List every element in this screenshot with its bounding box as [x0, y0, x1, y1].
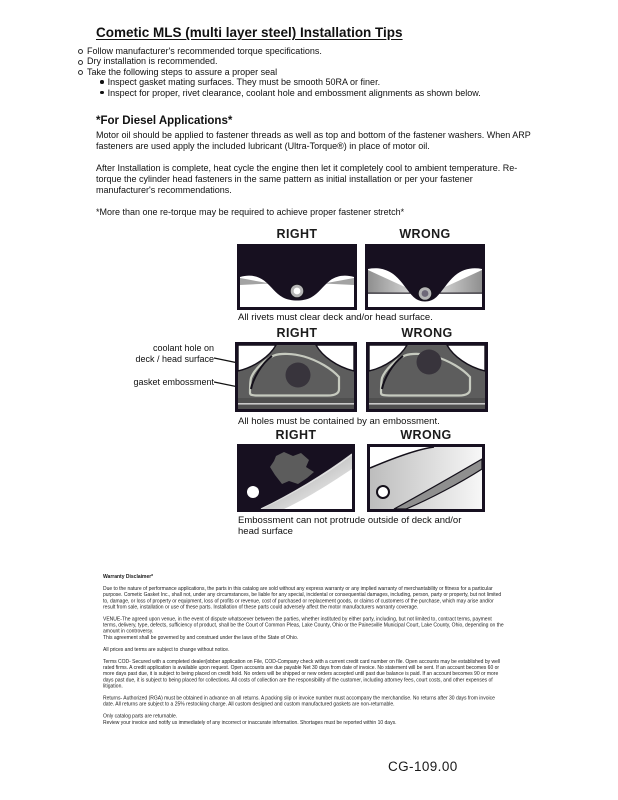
embossment-protrusion-right-art [240, 447, 352, 509]
row2-caption: All holes must be contained by an embossment. [238, 416, 440, 427]
installation-tips-list [78, 46, 538, 98]
open-bullet-icon [78, 70, 83, 75]
returnable-line1: Only catalog parts are returnable. [103, 713, 178, 720]
rivet-clearance-wrong-art [368, 247, 482, 307]
filled-bullet-icon [100, 91, 104, 95]
governing-law-line: This agreement shall be governed by and construed under the laws of the State of Ohio. [103, 634, 299, 641]
bolt-hole [377, 486, 389, 498]
row3-right-label: RIGHT [275, 428, 317, 442]
bullet-item [78, 46, 538, 56]
rivet-clearance-wrong-diagram [365, 244, 485, 310]
rivet-center [294, 288, 301, 295]
row2-wrong-label: WRONG [401, 326, 453, 340]
warranty-disclaimer-heading: Warranty Disclaimer* [103, 574, 154, 580]
embossment-protrusion-wrong-art [370, 447, 482, 509]
diesel-paragraph-1: Motor oil should be applied to fastener threads as well as top and bottom of the fastener washers. When ARP fasteners are used apply the included lubricant (Ultra-Torque®) in place of motor oil. [96, 130, 531, 151]
rivet-center [422, 290, 429, 297]
sub-bullet-item [100, 88, 538, 98]
prices-line: All prices and terms are subject to change without notice. [103, 646, 230, 653]
sub-bullet-text: Inspect for proper, rivet clearance, coolant hole and embossment alignments as shown below. [107, 87, 481, 98]
embossment-protrusion-right-diagram [237, 444, 355, 512]
embossment-containment-wrong-art [369, 345, 485, 409]
bullet-text: Follow manufacturer's recommended torque specifications. [87, 46, 322, 56]
returnable-line2: Review your invoice and notify us immediately of any incorrect or inaccurate information. Shortages must be reported within 10 days. [103, 719, 397, 726]
warranty-footer-text [103, 574, 505, 726]
row1-right-label: RIGHT [276, 227, 318, 241]
open-bullet-icon [78, 60, 83, 65]
warranty-footer [103, 574, 505, 752]
bullet-item [78, 67, 538, 77]
coolant-hole [417, 350, 442, 375]
sub-bullet-item [100, 77, 538, 87]
coolant-hole-callout-line2: deck / head surface [135, 353, 214, 364]
row1-wrong-label: WRONG [399, 227, 451, 241]
returns-paragraph: Returns- Authorized (RGA) must be obtained in advance on all returns. A packing slip or invoice number must accompany the merchandise. No returns after 30 days from invoice date. All returns are subject to a 25% restocking charge. All custom designed and custom manufactured gaskets are non-returnable. [103, 695, 495, 708]
page-number: CG-109.00 [388, 759, 458, 774]
filled-bullet-icon [100, 80, 104, 84]
coolant-hole [286, 363, 311, 388]
diesel-paragraph-2: After Installation is complete, heat cycle the engine then let it completely cool to ambient temperature. Re-torque the cylinder head fasteners in the same pattern as initial installation or per your fastener manufacturer's recommendations. [96, 163, 518, 195]
embossment-containment-right-art [238, 345, 354, 409]
row3-wrong-label: WRONG [400, 428, 452, 442]
embossment-protrusion-wrong-diagram [367, 444, 485, 512]
bolt-hole [247, 486, 259, 498]
coolant-hole-callout-line1: coolant hole on [152, 343, 214, 353]
diesel-applications-heading: *For Diesel Applications* [96, 115, 233, 127]
embossment-containment-wrong-diagram [366, 342, 488, 412]
venue-paragraph [103, 617, 505, 641]
venue-text: VENUE-The agreed upon venue, in the event of dispute whatsoever between the parties, whether instituted by either party, including, but not limited to, contract terms, payment terms, delivery, type, defects, sufficiency of product, shall be the Court of Common Pleas, Lake County, Ohio or the Painesville Municipal Court, Lake County, Ohio, depending on the amount in controversy. [103, 616, 504, 635]
gasket-embossment-callout: gasket embossment [133, 377, 214, 387]
bullet-item [78, 56, 538, 66]
coolant-hole-callout [116, 343, 214, 364]
bullet-text: Take the following steps to assure a proper seal [87, 66, 278, 77]
sub-bullet-text: Inspect gasket mating surfaces. They must be smooth 50RA or finer. [107, 77, 381, 88]
page-title: Cometic MLS (multi layer steel) Installation Tips [96, 25, 403, 40]
row3-caption: Embossment can not protrude outside of deck and/or head surface [238, 515, 462, 537]
bottom-layer-line [369, 403, 485, 405]
row2-right-label: RIGHT [276, 326, 318, 340]
returnable-paragraph [103, 714, 505, 726]
row1-caption: All rivets must clear deck and/or head surface. [238, 312, 433, 323]
warranty-paragraph: Due to the nature of performance applications, the parts in this catalog are sold without any express warranty or any implied warranty of merchantability or fitness for a particular purpose. Cometic Gasket Inc., shall not, under any circumstances, be liable for any special, incidental or consequential damages, including, person, party or property, but not limited to, damage, or loss of property or equipment, loss of profits or revenue, cost of purchased or replacement goods, or claims of customers of the purchase, which may arise and/or result from sale, installation or use of these parts. Installation of these parts could adversely affect the motor manufacturers warranty coverage. [103, 586, 502, 610]
diesel-paragraph-3: *More than one re-torque may be required to achieve proper fastener stretch* [96, 207, 405, 217]
bullet-text: Dry installation is recommended. [87, 56, 218, 67]
embossment-containment-right-diagram [235, 342, 357, 412]
rivet-clearance-right-diagram [237, 244, 357, 310]
terms-paragraph: Terms COD- Secured with a completed dealer/jobber application on File, COD-Company check with a current credit card number on file. Open accounts may be established by well rated firms. A credit application is available upon request. Open accounts are due payable Net 30 days from date of invoice. No statement will be sent. If an account becomes 60 or more days past due, it is subject to being placed on credit hold. No orders will be shipped or new orders accepted until past due balance is paid. If an account becomes 90 or more days past due, it is subject to being placed for collections. All costs of collection are the responsibility of the customer, including attorney fees, court costs, and other expenses of litigation. [103, 659, 501, 689]
open-bullet-icon [78, 49, 83, 54]
rivet-clearance-right-art [240, 247, 354, 307]
bottom-layer-line [238, 403, 354, 405]
